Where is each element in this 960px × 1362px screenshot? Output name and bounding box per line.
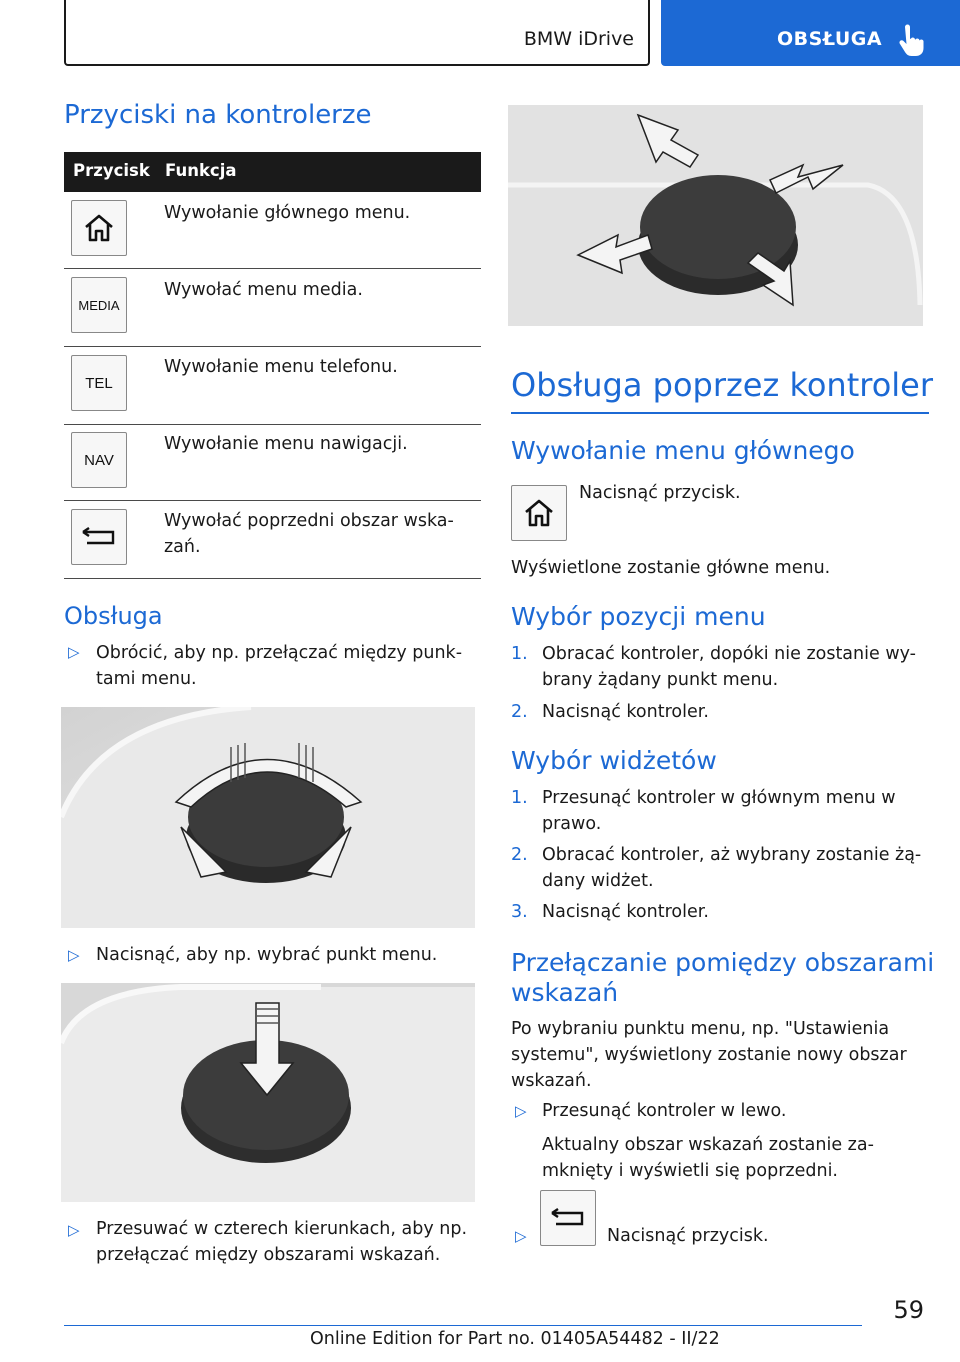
header-section-box: [64, 0, 650, 66]
subsection-heading: Wybór widżetów: [511, 746, 717, 775]
step-text-line1: Obracać kontroler, dopóki nie zostanie wy-: [542, 644, 916, 664]
step-number: 1.: [511, 644, 528, 664]
table-row-icon: [71, 200, 127, 256]
table-divider: [64, 500, 481, 501]
table-row-icon: [71, 432, 127, 488]
tel-button-icon: TEL: [85, 374, 113, 392]
header-chapter-label: OBSŁUGA: [777, 28, 883, 50]
result-text: Wyświetlone zostanie główne menu.: [511, 558, 831, 578]
step-number: 2.: [511, 702, 528, 722]
note-text-line1: Aktualny obszar wskazań zostanie za-: [542, 1135, 874, 1155]
table-row-icon: [71, 355, 127, 411]
home-icon: [82, 211, 116, 245]
main-section-heading: Obsługa poprzez kontroler: [511, 366, 934, 404]
footer-rule: [64, 1325, 862, 1326]
controller-tilt-image: [508, 105, 923, 326]
back-arrow-icon: [79, 525, 119, 549]
hand-pointer-icon: [895, 24, 925, 58]
bullet-text-line2: przełączać między obszarami wskazań.: [96, 1245, 441, 1265]
bullet-arrow-icon: ▷: [515, 1227, 527, 1245]
bullet-text: Nacisnąć, aby np. wybrać punkt menu.: [96, 945, 438, 965]
bullet-text: Nacisnąć przycisk.: [607, 1226, 769, 1246]
table-divider: [64, 268, 481, 269]
controller-rotate-illustration: [61, 707, 475, 928]
back-button-icon-box: [540, 1190, 596, 1246]
paragraph-line3: wskazań.: [511, 1071, 592, 1091]
table-header: [64, 152, 481, 192]
controller-press-illustration: [61, 983, 475, 1202]
bullet-arrow-icon: ▷: [68, 946, 80, 964]
bullet-arrow-icon: ▷: [68, 643, 80, 661]
bullet-text: Przesunąć kontroler w lewo.: [542, 1101, 787, 1121]
header-section-label: BMW iDrive: [523, 28, 634, 50]
table-row-function-line2: zań.: [164, 537, 201, 557]
controller-press-image: [61, 983, 475, 1202]
bullet-arrow-icon: ▷: [68, 1221, 80, 1239]
step-text: Nacisnąć kontroler.: [542, 702, 709, 722]
subsection-heading: Wybór pozycji menu: [511, 602, 766, 631]
table-row-function-line1: Wywołać poprzedni obszar wska-: [164, 511, 454, 531]
step-text: Nacisnąć kontroler.: [542, 902, 709, 922]
footer-edition: Online Edition for Part no. 01405A54482 - II/22: [310, 1329, 720, 1349]
subsection-heading-line2: wskazań: [511, 978, 619, 1007]
bullet-text-line1: Przesuwać w czterech kierunkach, aby np.: [96, 1219, 468, 1239]
home-button-icon-box: [511, 485, 567, 541]
heading-rule: [511, 412, 929, 414]
bullet-text-line1: Obrócić, aby np. przełączać między punk-: [96, 643, 463, 663]
table-divider: [64, 346, 481, 347]
back-arrow-icon: [548, 1206, 588, 1230]
page-number: 59: [893, 1296, 924, 1324]
step-number: 3.: [511, 902, 528, 922]
table-row-function: Wywołanie menu telefonu.: [164, 357, 398, 377]
bullet-text-line2: tami menu.: [96, 669, 197, 689]
step-text: Nacisnąć przycisk.: [579, 483, 741, 503]
step-number: 2.: [511, 845, 528, 865]
bullet-arrow-icon: ▷: [515, 1102, 527, 1120]
home-icon: [522, 496, 556, 530]
note-text-line2: mknięty i wyświetli się poprzedni.: [542, 1161, 838, 1181]
table-row-function: Wywołanie menu nawigacji.: [164, 434, 408, 454]
subsection-heading: Wywołanie menu głównego: [511, 436, 855, 465]
table-row-icon: [71, 509, 127, 565]
nav-button-icon: NAV: [84, 451, 114, 469]
header-chapter-box: [661, 0, 960, 66]
table-col-function: Funkcja: [165, 161, 237, 180]
table-row-icon: [71, 277, 127, 333]
table-divider: [64, 578, 481, 579]
subsection-heading-line1: Przełączanie pomiędzy obszarami: [511, 948, 935, 977]
paragraph-line2: systemu", wyświetlony zostanie nowy obszar: [511, 1045, 907, 1065]
table-row-function: Wywołać menu media.: [164, 280, 363, 300]
step-text-line2: dany widżet.: [542, 871, 654, 891]
step-text-line2: prawo.: [542, 814, 602, 834]
step-text-line1: Obracać kontroler, aż wybrany zostanie żą-: [542, 845, 922, 865]
controller-rotate-image: [61, 707, 475, 928]
table-divider: [64, 424, 481, 425]
controller-tilt-illustration: [508, 105, 923, 326]
step-number: 1.: [511, 788, 528, 808]
table-row-function: Wywołanie głównego menu.: [164, 203, 411, 223]
controller-buttons-heading: Przyciski na kontrolerze: [64, 100, 372, 130]
operation-heading: Obsługa: [64, 602, 163, 630]
table-col-button: Przycisk: [73, 161, 150, 180]
paragraph-line1: Po wybraniu punktu menu, np. "Ustawienia: [511, 1019, 890, 1039]
step-text-line1: Przesunąć kontroler w głównym menu w: [542, 788, 896, 808]
step-text-line2: brany żądany punkt menu.: [542, 670, 779, 690]
media-button-icon: MEDIA: [78, 297, 120, 313]
